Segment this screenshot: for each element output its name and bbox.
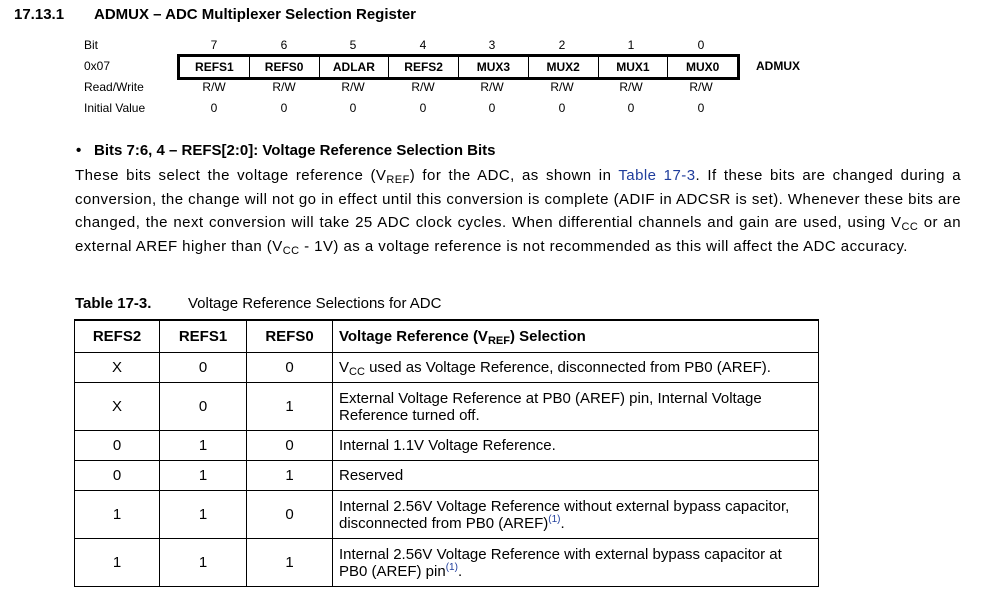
para-text: These bits select the voltage reference (V [75,167,387,184]
cell-refs1: 0 [160,383,247,431]
rw-value: R/W [341,80,365,94]
cell-refs2: 0 [75,461,160,491]
register-address: 0x07 [84,59,111,73]
para-text: ) for the ADC, as shown in [409,167,619,184]
register-name: ADMUX [756,59,800,73]
cell-text: used as Voltage Reference, disconnected from PB0 (AREF). [364,359,771,376]
bit-name-cell: MUX0 [685,60,720,74]
bit-number: 0 [697,38,705,52]
cell-selection [333,491,819,539]
cell-refs2: 0 [75,431,160,461]
para-text: - 1V) as a voltage reference is not recommended as this will affect the ADC accuracy. [299,237,908,255]
rw-value: R/W [202,80,226,94]
bit-name-cell: MUX1 [599,57,669,77]
initial-value: 0 [280,101,288,115]
table-row [75,431,819,461]
header-refs0: REFS0 [247,320,333,353]
footnote-ref[interactable]: (1) [548,513,561,525]
cell-refs2: 1 [75,491,160,539]
para-text: . If these bits are changed during a conversion, the change will not go in effect until this conversion is complete (ADIF in ADCSR is set). Whenever these bits are changed, the next conversion will take 25 ADC clock cycles. When differential channels and gain are used, using V [75,167,961,231]
bit-row-label: Bit [84,38,99,52]
bit-number: 5 [349,38,357,52]
initial-value: 0 [627,101,635,115]
bit-number: 3 [488,38,496,52]
header-selection-text: ) Selection [509,328,586,345]
cell-refs2: X [75,353,160,383]
rw-value: R/W [689,80,713,94]
cell-refs1: 1 [160,491,247,539]
rw-row-label: Read/Write [84,80,144,94]
description-paragraph [75,164,961,258]
table-row [75,491,819,539]
cell-subscript: CC [349,366,365,378]
bullet-marker: • [76,142,82,159]
table-row [75,461,819,491]
cell-refs2: 1 [75,539,160,587]
para-text: or an external AREF higher than (V [75,214,961,255]
bit-number: 6 [280,38,288,52]
cell-refs0: 1 [247,383,333,431]
bit-number: 2 [558,38,566,52]
cell-refs1: 1 [160,431,247,461]
section-title: ADMUX – ADC Multiplexer Selection Register [94,6,417,23]
bit-name-cell: ADLAR [320,57,390,77]
header-selection-text: Voltage Reference (V [339,328,488,345]
cell-refs1: 1 [160,461,247,491]
bit-name-cell: MUX3 [459,57,529,77]
table-caption-text: Voltage Reference Selections for ADC [188,295,442,312]
bit-name-cell: REFS0 [250,57,320,77]
cell-refs2: X [75,383,160,431]
cell-refs1: 1 [160,539,247,587]
cell-refs1: 0 [160,353,247,383]
header-refs2: REFS2 [75,320,160,353]
cell-text: Internal 2.56V Voltage Reference without external bypass capacitor, disconnected from PB0 (AREF) [339,497,790,532]
initial-value-row-label: Initial Value [84,101,146,115]
table-link[interactable]: Table 17-3 [618,167,696,184]
rw-value: R/W [619,80,643,94]
rw-value: R/W [480,80,504,94]
header-selection-subscript: REF [487,335,510,347]
initial-value: 0 [419,101,427,115]
para-subscript: CC [901,221,919,233]
header-refs1: REFS1 [160,320,247,353]
cell-selection [333,539,819,587]
cell-refs0: 0 [247,431,333,461]
cell-selection: External Voltage Reference at PB0 (AREF) pin, Internal Voltage Reference turned off. [333,383,819,431]
table-header-row [75,320,819,353]
bits-heading: Bits 7:6, 4 – REFS[2:0]: Voltage Reference Selection Bits [94,142,496,159]
cell-refs0: 1 [247,539,333,587]
cell-selection: Internal 1.1V Voltage Reference. [333,431,819,461]
bit-name-cell: MUX2 [529,57,599,77]
cell-text: V [339,359,350,376]
cell-refs0: 1 [247,461,333,491]
cell-refs0: 0 [247,491,333,539]
bit-number: 1 [627,38,635,52]
rw-value: R/W [550,80,574,94]
footnote-ref[interactable]: (1) [445,561,458,573]
initial-value: 0 [488,101,496,115]
bit-name-cell: REFS1 [180,57,250,77]
rw-value: R/W [411,80,435,94]
table-row [75,383,819,431]
initial-value: 0 [558,101,566,115]
section-number: 17.13.1 [14,6,65,23]
table-row [75,353,819,383]
initial-value: 0 [349,101,357,115]
cell-text: Internal 2.56V Voltage Reference with external bypass capacitor at PB0 (AREF) pin [339,545,782,580]
cell-text: . [457,562,463,580]
cell-refs0: 0 [247,353,333,383]
initial-value: 0 [697,101,705,115]
para-subscript: CC [282,244,300,257]
table-row [75,539,819,587]
para-subscript: REF [386,174,410,186]
initial-value: 0 [210,101,218,115]
bit-number: 4 [419,38,427,52]
voltage-reference-table [74,319,819,587]
bit-number: 7 [210,38,218,52]
cell-selection: Reserved [333,461,819,491]
header-selection [333,320,819,353]
table-caption-number: Table 17-3. [75,295,152,312]
register-bit-box [177,54,740,80]
cell-text: . [560,514,565,532]
bit-name-cell: REFS2 [389,57,459,77]
cell-selection [333,353,819,383]
rw-value: R/W [272,80,296,94]
